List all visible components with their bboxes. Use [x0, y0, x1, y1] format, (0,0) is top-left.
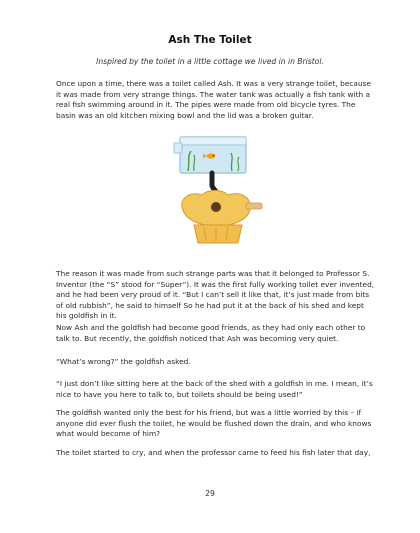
guitar-lid-image	[182, 191, 262, 244]
paragraph-5: “I just don’t like sitting here at the back of the shed with a goldfish in me. I mean, it’s nice to have you here to talk to, but toilets should be being used!”	[56, 379, 373, 399]
paragraph-4: “What’s wrong?” the goldfish asked.	[56, 357, 191, 366]
paragraph-3: Now Ash and the goldfish had become good friends, as they had only each other to talk to. But recently, the goldfish noticed that Ash was becoming very quiet.	[56, 323, 366, 343]
paragraph-6: The goldfish wanted only the best for his friend, but was a little worried by this – if anyone did ever flush the toilet, he would be flushed down the drain, and who knows what would become of him?	[56, 408, 372, 439]
fish-tank-image	[174, 137, 246, 173]
toilet-illustration	[160, 131, 270, 251]
story-subtitle: Inspired by the toilet in a little cottage we lived in in Bristol.	[96, 57, 324, 66]
story-title: Ash The Toilet	[168, 34, 252, 46]
pipe-image	[212, 173, 216, 193]
paragraph-7: The toilet started to cry, and when the professor came to feed his fish later that day,	[56, 448, 371, 457]
page-number: 29	[205, 489, 215, 498]
paragraph-2: The reason it was made from such strange parts was that it belonged to Professor S. Inventor (the “S” stood for “Super”). It was the first fully working toilet ever invented, and he had been very proud of it. “But I can’t sell it like that, it’s just made from bits of old rubbish”, he said to himself So he had put it at the back of his shed and kept his goldfish in it.	[56, 269, 375, 321]
paragraph-1: Once upon a time, there was a toilet called Ash. It was a very strange toilet, because it was made from very strange things. The water tank was actually a fish tank with a real fish swimming around in it. The pipes were made from old bicycle tyres. The basin was an old kitchen mixing bowl and the lid was a broken guitar.	[56, 79, 372, 120]
